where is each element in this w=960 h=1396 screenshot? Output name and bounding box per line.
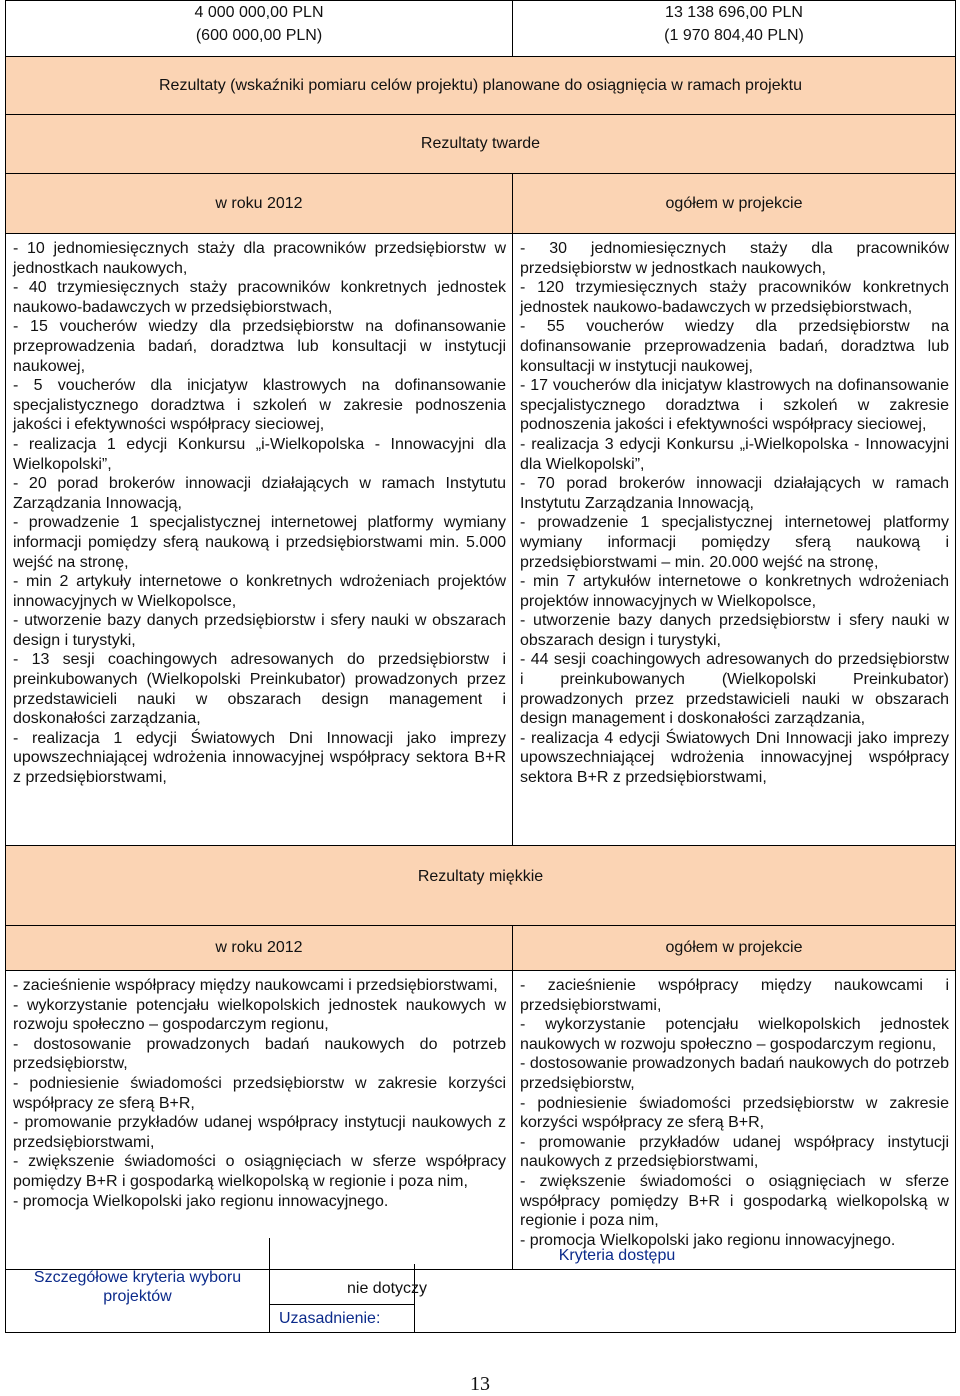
list-item: - promowanie przykładów udanej współpracy instytucji naukowych z przedsiębiorstwami, xyxy=(520,1133,949,1171)
list-item: - zacieśnienie współpracy między naukowcami i przedsiębiorstwami, xyxy=(520,977,949,1014)
soft-col-total-header: ogółem w projekcie xyxy=(513,926,956,971)
list-item: - 44 sesji coachingowych adresowanych do przedsiębiorstw i preinkubowanych (Wielkopolski Preinkubator) prowadzonych przez przedstawicieli nauki w obszarach design management i doskonałości zarządzania, xyxy=(520,651,949,728)
list-item: - utworzenie bazy danych przedsiębiorstw i sfery nauki w obszarach design i turystyki, xyxy=(13,612,506,649)
list-item: - wykorzystanie potencjału wielkopolskich jednostek naukowych w rozwoju społeczno – gospodarczym regionu, xyxy=(520,1016,949,1053)
results-table xyxy=(5,0,956,1270)
hard-total-list xyxy=(513,234,956,846)
list-item: - 120 trzymiesięcznych staży pracowników konkretnych jednostek naukowo-badawczych w przedsiębiorstwach, xyxy=(520,279,949,316)
access-criteria-label: Kryteria dostępu xyxy=(558,1247,676,1264)
list-item: - dostosowanie prowadzonych badań naukowych do potrzeb przedsiębiorstw, xyxy=(520,1055,949,1092)
budget-2012-amount: 4 000 000,00 PLN xyxy=(194,4,324,21)
list-item: - 40 trzymiesięcznych staży pracowników konkretnych jednostek naukowo-badawczych w przedsiębiorstwach, xyxy=(13,279,506,316)
list-item: - podniesienie świadomości przedsiębiorstw w zakresie korzyści współpracy ze sferą B+R, xyxy=(13,1074,506,1112)
list-item: - utworzenie bazy danych przedsiębiorstw i sfery nauki w obszarach design i turystyki, xyxy=(520,612,949,649)
list-item: - 5 voucherów dla inicjatyw klastrowych na dofinansowanie specjalistycznego doradztwa i szkoleń w zakresie podnoszenia jakości i efektywności współpracy sieciowej, xyxy=(13,377,506,434)
justification-cell xyxy=(269,1304,415,1332)
budget-2012-cell xyxy=(6,1,513,57)
list-item: - prowadzenie 1 specjalistycznej internetowej platformy wymiany informacji pomiędzy sferą naukową i przedsiębiorstwami min. 5.000 wejść na stronę, xyxy=(13,514,506,571)
budget-total-subamount: (1 970 804,40 PLN) xyxy=(664,27,804,44)
list-item: - min 2 artykuły internetowe o konkretnych wdrożeniach projektów innowacyjnych w Wielkopolsce, xyxy=(13,573,506,610)
list-item: - podniesienie świadomości przedsiębiorstw w zakresie korzyści współpracy ze sferą B+R, xyxy=(520,1094,949,1132)
criteria-left-cell xyxy=(5,1238,270,1333)
list-item: - promocja Wielkopolski jako regionu innowacyjnego. xyxy=(520,1231,896,1249)
list-item: - prowadzenie 1 specjalistycznej internetowej platformy wymiany informacji pomiędzy sferą naukową i przedsiębiorstwami – min. 20.000 wejść na stronę, xyxy=(520,514,949,571)
list-item: - zwiększenie świadomości o osiągnięciach w sferze współpracy pomiędzy B+R i gospodarką wielkopolską w regionie i poza nim, xyxy=(520,1172,949,1230)
justification-label: Uzasadnienie: xyxy=(279,1310,381,1327)
hard-col-year-header: w roku 2012 xyxy=(6,174,513,234)
budget-2012-subamount: (600 000,00 PLN) xyxy=(195,27,323,44)
results-title: Rezultaty (wskaźniki pomiaru celów projektu) planowane do osiągnięcia w ramach projektu xyxy=(6,57,956,115)
list-item: - zwiększenie świadomości o osiągnięciach w sferze współpracy pomiędzy B+R i gospodarką wielkopolską w regionie i poza nim, xyxy=(13,1153,506,1190)
criteria-left-label: Szczegółowe kryteria wyboru projektów xyxy=(33,1269,242,1305)
list-item: - realizacja 1 edycji Konkursu „i-Wielkopolska - Innowacyjni dla Wielkopolski”, xyxy=(13,435,506,473)
list-item: - 10 jednomiesięcznych staży dla pracowników przedsiębiorstw w jednostkach naukowych, xyxy=(13,240,506,277)
not-applicable-text: nie dotyczy xyxy=(347,1280,428,1297)
list-item: - 17 voucherów dla inicjatyw klastrowych na dofinansowanie specjalistycznego doradztwa i szkoleń w zakresie podnoszenia jakości i efektywności współpracy sieciowej, xyxy=(520,377,949,434)
list-item: - 30 jednomiesięcznych staży dla pracowników przedsiębiorstw w jednostkach naukowych, xyxy=(520,240,949,277)
criteria-right-cell xyxy=(269,1238,956,1333)
document-page xyxy=(5,0,955,1327)
hard-results-title: Rezultaty twarde xyxy=(6,115,956,174)
budget-total-amount: 13 138 696,00 PLN xyxy=(665,4,803,21)
criteria-section xyxy=(5,1238,955,1333)
list-item: - dostosowanie prowadzonych badań naukowych do potrzeb przedsiębiorstw, xyxy=(13,1035,506,1073)
budget-total-cell xyxy=(513,1,956,57)
list-item: - 55 voucherów wiedzy dla przedsiębiorstw na dofinansowanie przeprowadzenia badań, doradztwa lub konsultacji w instytucji naukowej, xyxy=(520,318,949,375)
list-item: - min 7 artykułów internetowe o konkretnych wdrożeniach projektów innowacyjnych w Wielkopolsce, xyxy=(520,573,949,610)
list-item: - zacieśnienie współpracy między naukowcami i przedsiębiorstwami, xyxy=(13,977,498,994)
list-item: - 13 sesji coachingowych adresowanych do przedsiębiorstw i preinkubowanych (Wielkopolski Preinkubator) prowadzonych przez przedstawicieli nauki w obszarach design management i doskonałości zarządzania, xyxy=(13,651,506,728)
soft-year-list xyxy=(6,971,513,1270)
list-item: - realizacja 1 edycji Światowych Dni Innowacji jako imprezy upowszechniającej wdrożenia innowacyjnej współpracy sektora B+R z przedsiębiorstwami, xyxy=(13,729,506,787)
soft-col-year-header: w roku 2012 xyxy=(6,926,513,971)
not-applicable-cell xyxy=(269,1264,428,1304)
list-item: - promocja Wielkopolski jako regionu innowacyjnego. xyxy=(13,1192,389,1210)
soft-total-list xyxy=(513,971,956,1270)
page-number: 13 xyxy=(470,1373,490,1395)
list-item: - 70 porad brokerów innowacji działających w ramach Instytutu Zarządzania Innowacją, xyxy=(520,475,949,512)
hard-col-total-header: ogółem w projekcie xyxy=(513,174,956,234)
list-item: - 15 voucherów wiedzy dla przedsiębiorstw na dofinansowanie przeprowadzenia badań, doradztwa lub konsultacji w instytucji naukowej, xyxy=(13,318,506,375)
list-item: - 20 porad brokerów innowacji działających w ramach Instytutu Zarządzania Innowacją, xyxy=(13,475,506,512)
list-item: - promowanie przykładów udanej współpracy instytucji naukowych z przedsiębiorstwami, xyxy=(13,1114,506,1151)
list-item: - realizacja 4 edycji Światowych Dni Innowacji jako imprezy upowszechniającej wdrożenia innowacyjnej współpracy sektora B+R z przedsiębiorstwami, xyxy=(520,729,949,787)
list-item: - realizacja 3 edycji Konkursu „i-Wielkopolska - Innowacyjni dla Wielkopolski”, xyxy=(520,435,949,473)
soft-results-title: Rezultaty miękkie xyxy=(6,846,956,926)
hard-year-list xyxy=(6,234,513,846)
list-item: - wykorzystanie potencjału wielkopolskich jednostek naukowych w rozwoju społeczno – gospodarczym regionu, xyxy=(13,996,506,1034)
